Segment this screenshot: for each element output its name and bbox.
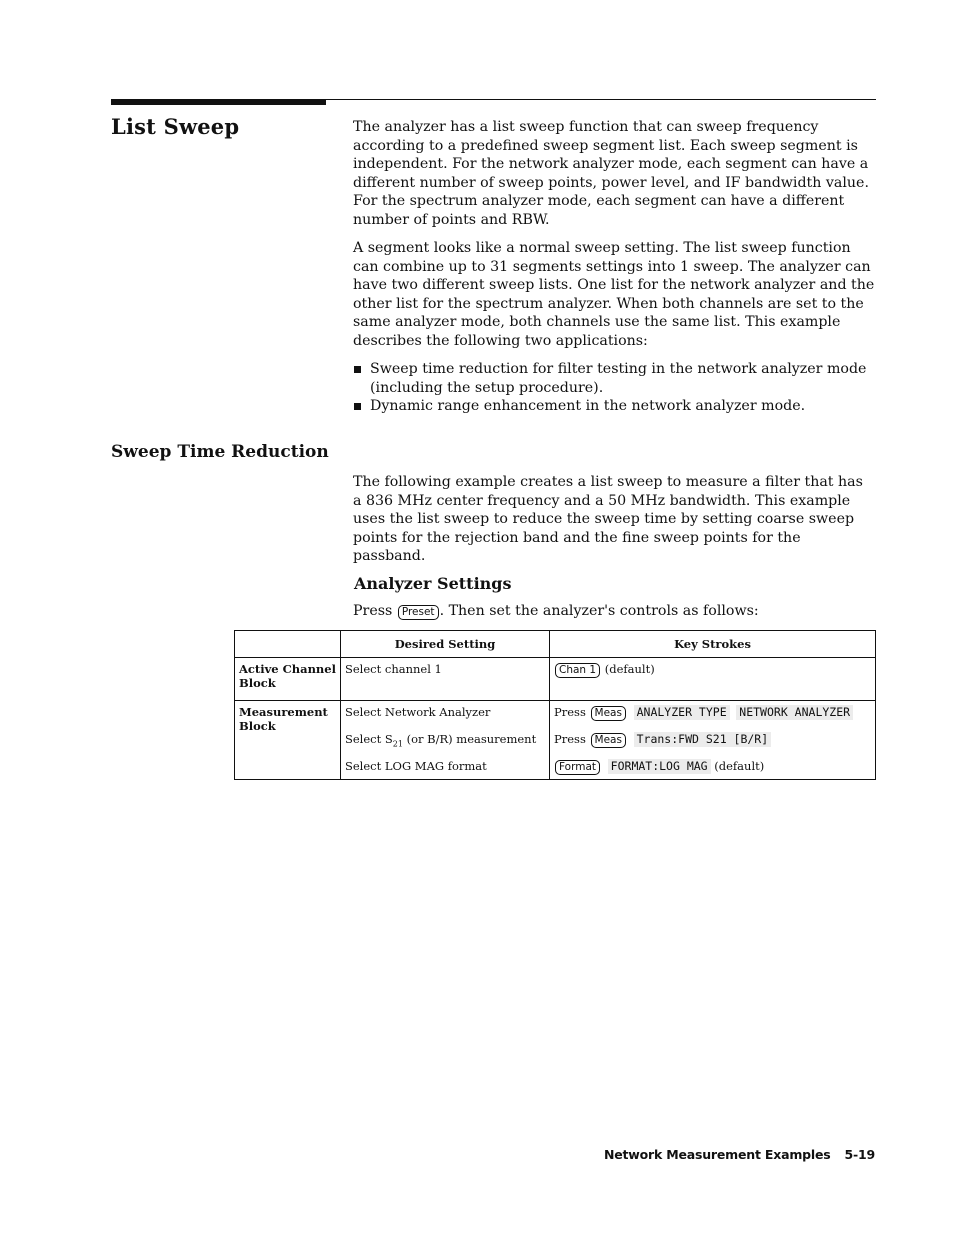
bullet-square-icon: [354, 403, 361, 410]
application-list: [353, 360, 875, 416]
meas-key: Meas: [591, 706, 626, 721]
keystroke-line: [554, 759, 871, 775]
paragraph-text: The following example creates a list sweep to measure a filter that has a 836 MHz center frequency and a 50 MHz bandwidth. This example uses the list sweep to reduce the sweep time by setting coarse sweep points for the rejection band and the fine sweep points for the passband.: [353, 474, 863, 565]
subsection-title: Sweep Time Reduction: [111, 442, 329, 462]
default-note: (default): [714, 759, 765, 773]
softkey-format-logmag: FORMAT:LOG MAG: [608, 759, 711, 774]
meas-key: Meas: [591, 733, 626, 748]
setting-cell: Select channel 1: [341, 658, 550, 701]
paragraph-text: A segment looks like a normal sweep setting. The list sweep function can combine up to 31 segments settings into 1 sweep. The analyzer can have two different sweep lists. One list for the network analyzer and the other list for the spectrum analyzer. When both channels are set to the same analyzer mode, both channels use the same list. This example describes the following two applications:: [353, 240, 875, 349]
list-item: [353, 397, 875, 416]
settings-table: [234, 630, 876, 780]
keystroke-cell: [550, 658, 876, 701]
press-label: Press: [554, 705, 586, 719]
setting-line: Select Network Analyzer: [345, 705, 491, 719]
table-header-row: [235, 631, 876, 658]
preset-instruction: [353, 603, 759, 620]
bullet-square-icon: [354, 366, 361, 373]
table-header-setting: Desired Setting: [341, 631, 550, 658]
list-item: [353, 360, 875, 397]
block-label: Measurement Block: [235, 701, 341, 780]
softkey-network-analyzer: NETWORK ANALYZER: [736, 705, 853, 720]
softkey-analyzer-type: ANALYZER TYPE: [634, 705, 730, 720]
list-item-text: Dynamic range enhancement in the network analyzer mode.: [370, 398, 806, 415]
default-note: (default): [604, 662, 655, 676]
table-header-keys: Key Strokes: [550, 631, 876, 658]
setting-cell: [341, 701, 550, 780]
table-row: [235, 701, 876, 780]
setting-prefix: Select S: [345, 732, 393, 746]
press-label: Press: [554, 732, 586, 746]
intro-paragraph-1: [353, 118, 875, 230]
page-number: 5-19: [844, 1147, 875, 1162]
press-prefix: Press: [353, 603, 393, 619]
section-rule-thick: [111, 99, 326, 105]
setting-line: [345, 732, 545, 759]
press-suffix: . Then set the analyzer's controls as follows:: [439, 603, 759, 619]
table-header-empty: [235, 631, 341, 658]
intro-paragraph-2: [353, 239, 875, 351]
setting-subscript: 21: [392, 739, 403, 749]
section-title: List Sweep: [111, 114, 240, 139]
block-label: Active Channel Block: [235, 658, 341, 701]
chan1-key: Chan 1: [555, 663, 600, 678]
table-row: [235, 658, 876, 701]
format-key: Format: [555, 760, 600, 775]
setting-line: Select LOG MAG format: [345, 759, 487, 773]
paragraph-text: The analyzer has a list sweep function that can sweep frequency according to a predefined sweep segment list. Each sweep segment is independent. For the network analyzer mode, each segment can have a different number of sweep points, power level, and IF bandwidth value. For the spectrum analyzer mode, each segment can have a different number of points and RBW.: [353, 119, 869, 228]
analyzer-settings-heading: Analyzer Settings: [354, 574, 512, 593]
sweep-time-paragraph: [353, 473, 875, 566]
list-item-text: Sweep time reduction for filter testing in the network analyzer mode (including the setup procedure).: [370, 361, 867, 396]
setting-suffix: (or B/R) measurement: [402, 732, 537, 746]
softkey-trans-fwd: Trans:FWD S21 [B/R]: [634, 732, 772, 747]
keystroke-line: [554, 705, 871, 732]
page-footer: [604, 1147, 875, 1162]
keystroke-line: [554, 732, 871, 759]
footer-title: Network Measurement Examples: [603, 1147, 831, 1162]
section-rule-thin: [326, 99, 876, 100]
keystroke-cell: [550, 701, 876, 780]
preset-key: Preset: [398, 605, 439, 620]
